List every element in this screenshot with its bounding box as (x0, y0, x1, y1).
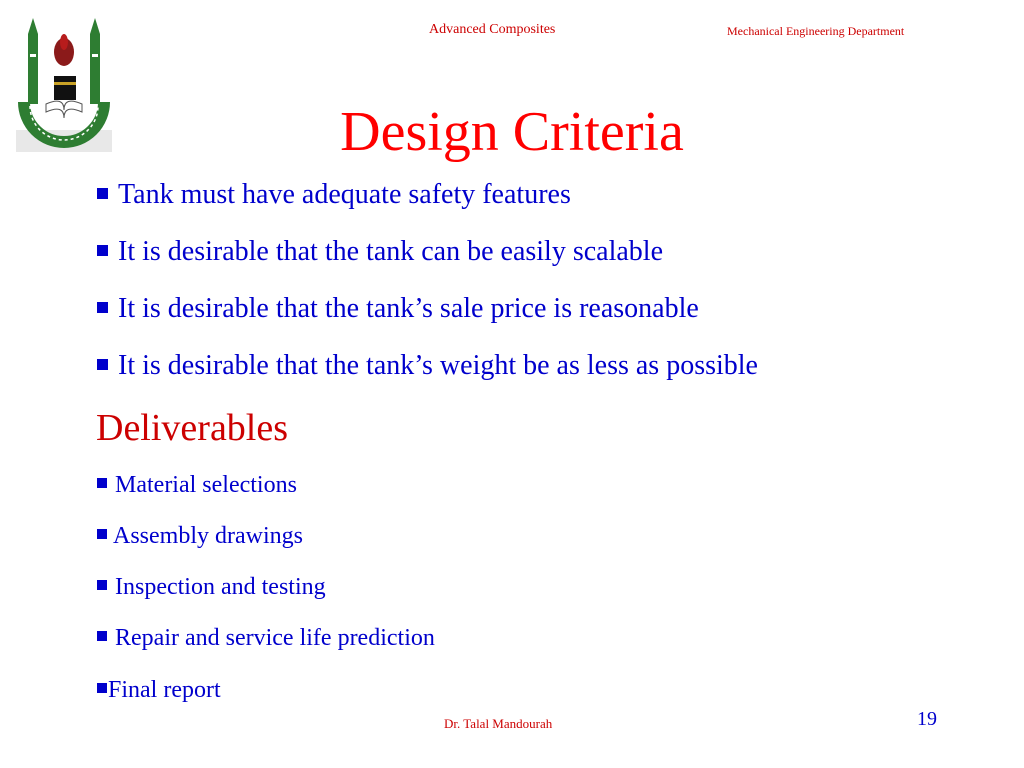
criteria-item (97, 238, 663, 266)
footer-author: Dr. Talal Mandourah (444, 716, 553, 731)
criteria-text: It is desirable that the tank can be easily scalable (118, 236, 664, 267)
deliverable-item (97, 626, 435, 650)
criteria-text: It is desirable that the tank’s sale price is reasonable (118, 293, 699, 324)
criteria-text: It is desirable that the tank’s weight be as less as possible (118, 350, 758, 381)
deliverable-text: Material selections (115, 472, 297, 498)
bullet-square-icon (97, 478, 107, 488)
slide-title: Design Criteria (340, 101, 684, 163)
criteria-item (97, 295, 699, 323)
page-number: 19 (917, 708, 937, 730)
course-name: Advanced Composites (429, 22, 556, 37)
deliverable-text: Repair and service life prediction (115, 625, 435, 651)
deliverable-item (97, 473, 297, 497)
deliverable-text: Assembly drawings (113, 523, 303, 549)
criteria-item (97, 352, 758, 380)
bullet-square-icon (97, 359, 108, 370)
bullet-square-icon (97, 580, 107, 590)
criteria-item (97, 181, 571, 209)
criteria-text: Tank must have adequate safety features (118, 179, 571, 210)
deliverable-item (97, 575, 326, 599)
deliverable-text: Final report (108, 677, 221, 703)
bullet-square-icon (97, 683, 107, 693)
bullet-square-icon (97, 302, 108, 313)
deliverable-item (97, 678, 221, 702)
bullet-square-icon (97, 631, 107, 641)
bullet-square-icon (97, 188, 108, 199)
deliverable-item (97, 524, 303, 548)
deliverables-heading: Deliverables (96, 407, 289, 449)
bullet-square-icon (97, 245, 108, 256)
bullet-square-icon (97, 529, 107, 539)
deliverable-text: Inspection and testing (115, 574, 326, 600)
department-name: Mechanical Engineering Department (727, 24, 905, 38)
